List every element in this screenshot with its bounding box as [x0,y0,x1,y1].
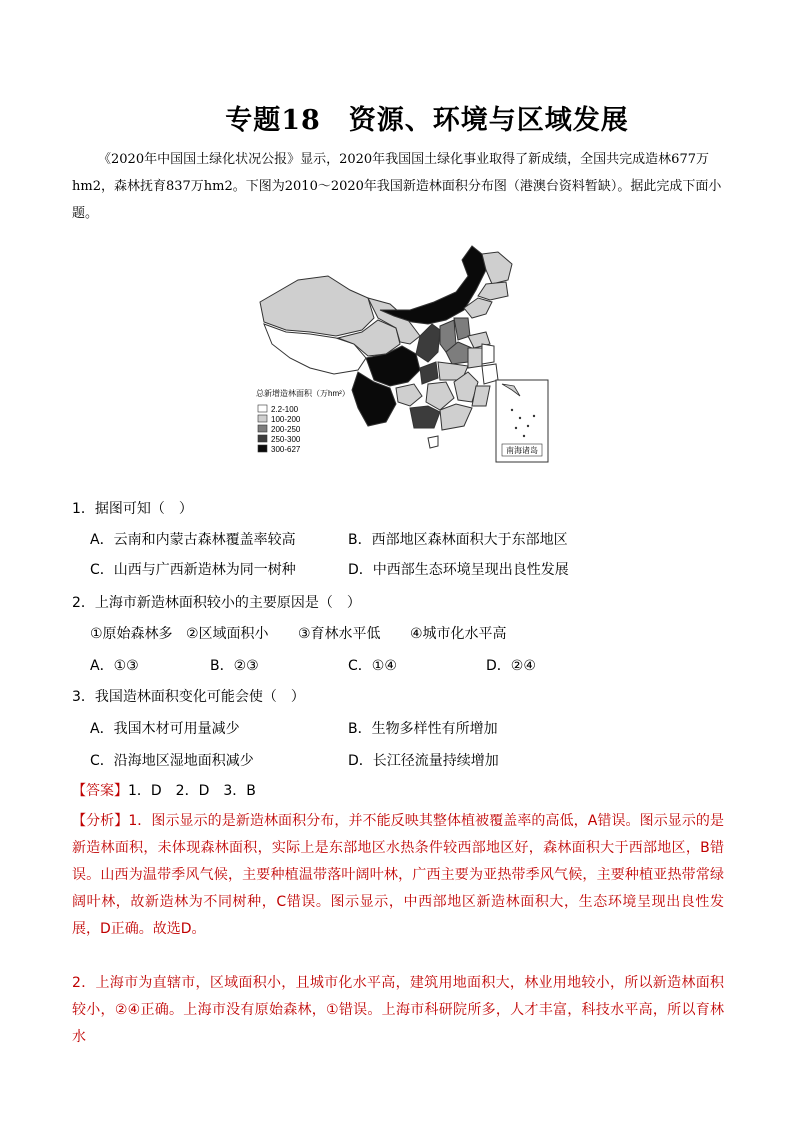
question-3-option-c: C．沿海地区湿地面积减少 [90,753,254,769]
intro-paragraph: 《2020年中国国土绿化状况公报》显示，2020年我国国土绿化事业取得了新成绩，全国共完成造林677万hm2，森林抚育837万hm2。下图为2010～2020年我国新造林面积分布图（港澳台资料暂缺）。据此完成下面小题。 [72,152,722,221]
question-3-option-a: A．我国木材可用量减少 [90,721,240,737]
question-2-stem: 2．上海市新造林面积较小的主要原因是（ ） [72,595,361,611]
map-svg [250,240,550,466]
legend-title: 总新增造林面积（万hm²） [256,389,350,398]
region-hainan [428,436,438,448]
question-1-stem: 1．据图可知（ ） [72,501,193,517]
question-1-option-d: D．中西部生态环境呈现出良性发展 [348,562,569,578]
answer-tag: 【答案】 [72,783,128,799]
region-anhui [468,348,482,368]
question-3-option-d: D．长江径流量持续增加 [348,753,499,769]
region-jiangsu [482,344,494,364]
region-guizhou [396,384,422,406]
analysis-paragraph-2: 2．上海市为直辖市，区域面积小，且城市化水平高，建筑用地面积大，林业用地较小，所以新造林面积较小，②④正确。上海市没有原始森林，①错误。上海市科研院所多，人才丰富，科技水平高，所以育林水 [72,975,724,1045]
question-2-option-a: A．①③ [90,658,139,674]
china-afforestation-map [250,240,550,466]
question-2-statement-4: ④城市化水平高 [410,626,507,642]
question-2-statement-1: ①原始森林多 [90,626,173,642]
analysis-paragraph-1 [72,808,724,943]
question-2-statement-2: ②区域面积小 [186,626,269,642]
legend-swatch-4 [258,445,267,452]
region-shaanxi [416,324,440,362]
inset-label: 南海诸岛 [506,446,538,455]
question-1-option-b: B．西部地区森林面积大于东部地区 [348,532,568,548]
question-3-option-b: B．生物多样性有所增加 [348,721,498,737]
analysis-text-1: 1．图示显示的是新造林面积分布，并不能反映其整体植被覆盖率的高低，A错误。图示显示的是新造林面积，未体现森林面积，实际上是东部地区水热条件较西部地区好，森林面积大于西部地区，B错误。山西为温带季风气候，主要种植温带落叶阔叶林，广西主要为亚热带季风气候，主要种植亚热带常绿阔叶林，故新造林为不同树种，C错误。图示显示，中西部地区新造林面积大，生态环境呈现出良性发展，D正确。故选D。 [72,813,725,937]
region-chongqing [420,362,438,384]
region-guangxi [410,406,440,428]
legend-label-0: 2.2-100 [271,405,299,414]
map-legend [258,405,301,454]
analysis-tag: 【分析】 [72,813,129,829]
region-hebei [454,318,470,340]
question-2-statement-3: ③育林水平低 [298,626,381,642]
legend-label-2: 200-250 [271,425,301,434]
answer-text: 1．D 2．D 3．B [128,783,256,799]
legend-swatch-0 [258,405,267,412]
region-jilin [478,282,508,300]
region-heilongjiang [482,252,512,284]
region-xinjiang [260,276,374,336]
legend-label-1: 100-200 [271,415,301,424]
region-guangdong [440,404,472,430]
legend-swatch-1 [258,415,267,422]
page-title: 专题18 资源、环境与区域发展 [225,105,629,136]
question-2-option-d: D．②④ [486,658,536,674]
legend-label-3: 250-300 [271,435,301,444]
legend-swatch-3 [258,435,267,442]
legend-swatch-2 [258,425,267,432]
question-3-stem: 3．我国造林面积变化可能会使（ ） [72,689,305,705]
question-2-option-b: B．②③ [210,658,259,674]
question-1-option-c: C．山西与广西新造林为同一树种 [90,562,296,578]
question-1-option-a: A．云南和内蒙古森林覆盖率较高 [90,532,296,548]
answer-line [72,780,256,800]
legend-label-4: 300-627 [271,445,301,454]
question-2-option-c: C．①④ [348,658,397,674]
